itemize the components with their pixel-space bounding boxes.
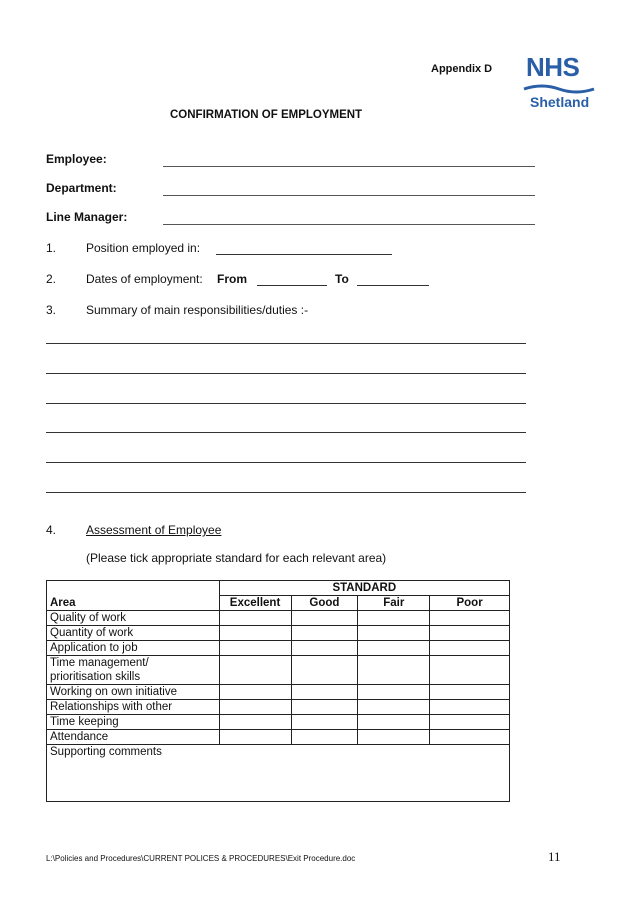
supporting-comments-field[interactable] <box>47 745 510 802</box>
logo-region-text: Shetland <box>530 94 590 110</box>
tick-cell-good[interactable] <box>291 715 358 730</box>
footer-file-path: L:\Policies and Procedures\CURRENT POLICES & PROCEDURES\Exit Procedure.doc <box>46 854 356 863</box>
table-row <box>47 611 510 626</box>
table-row <box>47 730 510 745</box>
row-label: Attendance <box>47 730 220 745</box>
tick-cell-poor[interactable] <box>430 700 510 715</box>
tick-cell-fair[interactable] <box>358 730 430 745</box>
column-header-fair: Fair <box>358 596 430 611</box>
summary-line-5[interactable] <box>46 462 526 463</box>
tick-cell-fair[interactable] <box>358 641 430 656</box>
table-row <box>47 656 510 685</box>
tick-cell-excellent[interactable] <box>219 700 291 715</box>
appendix-label: Appendix D <box>431 63 493 75</box>
tick-cell-fair[interactable] <box>358 715 430 730</box>
summary-line-3[interactable] <box>46 403 526 404</box>
line-manager-field[interactable] <box>163 224 535 225</box>
row-label: Working on own initiative <box>47 685 220 700</box>
standard-header: STANDARD <box>219 581 509 596</box>
supporting-comments-label: Supporting comments <box>50 746 162 758</box>
tick-cell-excellent[interactable] <box>219 626 291 641</box>
row-label: Relationships with other <box>47 700 220 715</box>
item-number-4: 4. <box>46 523 57 537</box>
tick-cell-poor[interactable] <box>430 626 510 641</box>
summary-line-4[interactable] <box>46 432 526 433</box>
tick-cell-excellent[interactable] <box>219 641 291 656</box>
comments-row <box>47 745 510 802</box>
to-date-field[interactable] <box>357 285 429 286</box>
dates-label: Dates of employment: <box>86 272 203 286</box>
tick-cell-fair[interactable] <box>358 656 430 685</box>
item-number-2: 2. <box>46 272 57 286</box>
table-standard-row <box>47 581 510 596</box>
from-label: From <box>217 272 247 286</box>
summary-line-2[interactable] <box>46 373 526 374</box>
row-label: Time keeping <box>47 715 220 730</box>
column-header-excellent: Excellent <box>219 596 291 611</box>
tick-cell-excellent[interactable] <box>219 715 291 730</box>
summary-line-6[interactable] <box>46 492 526 493</box>
tick-cell-good[interactable] <box>291 641 358 656</box>
assessment-note: (Please tick appropriate standard for each relevant area) <box>86 551 387 565</box>
tick-cell-poor[interactable] <box>430 656 510 685</box>
nhs-shetland-logo <box>520 52 600 114</box>
to-label: To <box>335 272 349 286</box>
tick-cell-good[interactable] <box>291 611 358 626</box>
employee-field[interactable] <box>163 166 535 167</box>
tick-cell-poor[interactable] <box>430 641 510 656</box>
row-label: Application to job <box>47 641 220 656</box>
position-field[interactable] <box>216 254 392 255</box>
employee-label: Employee: <box>46 152 107 166</box>
summary-line-1[interactable] <box>46 343 526 344</box>
row-label <box>47 656 220 685</box>
row-label-line-1: Time management/ <box>50 657 149 669</box>
item-number-1: 1. <box>46 241 57 255</box>
tick-cell-excellent[interactable] <box>219 656 291 685</box>
tick-cell-good[interactable] <box>291 656 358 685</box>
tick-cell-excellent[interactable] <box>219 685 291 700</box>
column-header-good: Good <box>291 596 358 611</box>
tick-cell-fair[interactable] <box>358 611 430 626</box>
table-row <box>47 700 510 715</box>
table-row <box>47 626 510 641</box>
item-number-3: 3. <box>46 303 57 317</box>
assessment-table <box>46 580 510 802</box>
table-row <box>47 641 510 656</box>
table-row <box>47 715 510 730</box>
tick-cell-fair[interactable] <box>358 685 430 700</box>
department-label: Department: <box>46 181 117 195</box>
line-manager-label: Line Manager: <box>46 210 128 224</box>
tick-cell-excellent[interactable] <box>219 611 291 626</box>
tick-cell-poor[interactable] <box>430 611 510 626</box>
row-label-line-2: prioritisation skills <box>50 671 141 683</box>
row-label: Quantity of work <box>47 626 220 641</box>
page-title: CONFIRMATION OF EMPLOYMENT <box>170 109 363 121</box>
table-header-blank <box>47 581 220 596</box>
tick-cell-fair[interactable] <box>358 626 430 641</box>
summary-label: Summary of main responsibilities/duties :- <box>86 303 309 317</box>
row-label: Quality of work <box>47 611 220 626</box>
tick-cell-poor[interactable] <box>430 685 510 700</box>
from-date-field[interactable] <box>257 285 327 286</box>
tick-cell-good[interactable] <box>291 730 358 745</box>
table-row <box>47 685 510 700</box>
table-header-row <box>47 596 510 611</box>
logo-nhs-text: NHS <box>526 52 580 82</box>
column-header-area: Area <box>47 596 220 611</box>
position-label: Position employed in: <box>86 241 201 255</box>
tick-cell-fair[interactable] <box>358 700 430 715</box>
tick-cell-excellent[interactable] <box>219 730 291 745</box>
page-number: 11 <box>548 849 561 864</box>
column-header-poor: Poor <box>430 596 510 611</box>
tick-cell-good[interactable] <box>291 700 358 715</box>
assessment-heading: Assessment of Employee <box>86 523 222 537</box>
tick-cell-good[interactable] <box>291 626 358 641</box>
tick-cell-good[interactable] <box>291 685 358 700</box>
tick-cell-poor[interactable] <box>430 730 510 745</box>
department-field[interactable] <box>163 195 535 196</box>
tick-cell-poor[interactable] <box>430 715 510 730</box>
